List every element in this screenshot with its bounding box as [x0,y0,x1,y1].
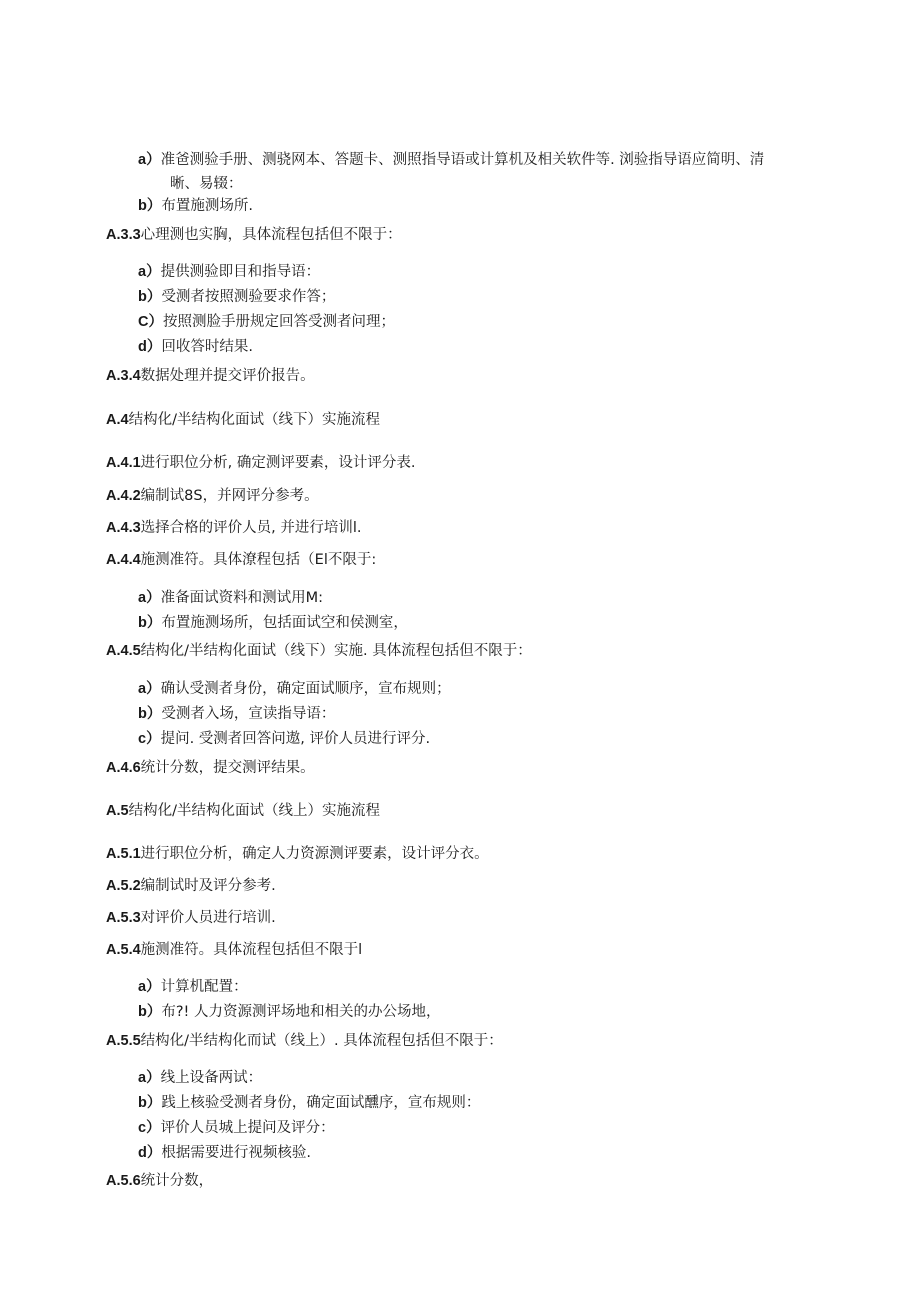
list-text: 回收答时结果. [161,339,253,355]
list-item-continuation [170,174,243,194]
section-title: 结构化/半结构化面试（线上）实施流程 [128,803,380,819]
clause-text: 进行职位分析, 确定测评要素，设计评分表. [140,455,416,471]
clause-text: 编制试8S，并网评分参考。 [140,488,319,504]
list-item [138,588,323,608]
list-item [138,1118,335,1138]
list-text: 布置施测场所，包括面试空和侯测室， [161,615,408,631]
clause-a-4-4 [106,550,376,570]
clause-a-5-5 [106,1031,503,1051]
clause-number: A.4.2 [106,488,141,504]
list-item [138,729,430,749]
list-item [138,150,764,170]
clause-text: 施测准符。具体流程包括但不限于l [140,942,363,958]
clause-a-4-2 [106,486,319,506]
clause-a-5-1 [106,844,489,864]
list-marker: c） [138,1120,161,1136]
list-item [138,1143,311,1163]
clause-number: A.4.3 [106,520,141,536]
list-marker: b） [138,289,162,305]
clause-number: A.5.4 [106,942,141,958]
clause-text: 统计分数，提交测评结果。 [140,760,315,776]
list-marker: a） [138,264,161,280]
clause-text: 编制试时及评分参考. [140,878,276,894]
section-heading-a-4 [106,410,380,430]
list-marker: b） [138,198,162,214]
clause-number: A.3.3 [106,227,141,243]
list-marker: b） [138,1095,162,1111]
list-text: 受测者按照测验要求作答； [161,289,336,305]
list-item [138,1093,480,1113]
section-number: A.4 [106,412,129,428]
clause-number: A.4.6 [106,760,141,776]
list-marker: b） [138,615,162,631]
list-item [138,312,395,332]
list-text: 计算机配置： [160,979,248,995]
clause-text: 统计分数， [140,1173,214,1189]
list-text: 布置施测场所. [161,198,253,214]
list-item [138,1068,262,1088]
list-item [138,262,320,282]
clause-number: A.5.1 [106,846,141,862]
clause-number: A.5.6 [106,1173,141,1189]
list-item [138,337,253,357]
clause-a-5-6 [106,1171,213,1191]
clause-text: 结构化/半结构化而试（线上）. 具体流程包括但不限于： [140,1033,503,1049]
list-marker: a） [138,152,161,168]
clause-text: 进行职位分析，确定人力资源测评要素，设计评分衣。 [140,846,489,862]
clause-number: A.5.2 [106,878,141,894]
clause-a-3-3 [106,225,402,245]
list-marker: b） [138,1004,162,1020]
clause-text: 施测准符。具体潦程包括（El不限于: [140,552,377,568]
list-text: 提问. 受测者回答问遨, 评价人员进行评分. [160,731,431,747]
list-marker: a） [138,979,161,995]
list-marker: d） [138,1145,162,1161]
clause-text: 选择合格的评价人员, 并进行培训l. [140,520,362,536]
list-text: 按照测脸手册规定回答受测者问理； [162,314,395,330]
clause-a-5-2 [106,876,276,896]
list-text: 评价人员城上提问及评分： [160,1120,335,1136]
list-text: 晰、易辍： [170,176,243,192]
list-marker: a） [138,1070,161,1086]
list-text: 受测者入场，宣读指导语： [161,706,336,722]
list-item [138,679,451,699]
list-text: 线上设备两试： [160,1070,263,1086]
list-text: 准备面试资料和测试用M: [160,590,323,606]
clause-a-4-1 [106,453,416,473]
clause-text: 数据处理并提交评价报告。 [140,368,315,384]
list-item [138,704,335,724]
clause-number: A.3.4 [106,368,141,384]
list-item [138,1002,440,1022]
section-heading-a-5 [106,801,380,821]
list-item [138,613,408,633]
list-marker: a） [138,590,161,606]
list-marker: d） [138,339,162,355]
list-text: 确认受测者身份，确定面试顺序，宣布规则； [160,681,451,697]
section-title: 结构化/半结构化面试（线下）实施流程 [128,412,380,428]
list-text: 布?! 人力资源测评场地和相关的办公场地， [161,1004,441,1020]
list-item [138,287,335,307]
clause-a-5-3 [106,908,276,928]
list-item [138,196,253,216]
section-number: A.5 [106,803,129,819]
list-marker: b） [138,706,162,722]
list-marker: c） [138,731,161,747]
clause-a-5-4 [106,940,362,960]
clause-a-4-6 [106,758,315,778]
list-text: 根据需要进行视频核验. [161,1145,311,1161]
list-text: 准爸测验手册、测骁网本、答题卡、测照指导语或计算机及相关软件等. 浏验指导语应简明、清 [160,152,765,168]
clause-text: 心理测也实胸，具体流程包括但不限于： [140,227,402,243]
clause-text: 结构化/半结构化面试（线下）实施. 具体流程包括但不限于： [140,643,532,659]
clause-number: A.4.1 [106,455,141,471]
list-text: 提供测验即目和指导语： [160,264,321,280]
list-text: 践上核验受测者身份，确定面试醺序，宣布规则： [161,1095,481,1111]
clause-number: A.4.5 [106,643,141,659]
clause-text: 对评价人员进行培训. [140,910,276,926]
clause-a-3-4 [106,366,315,386]
clause-a-4-3 [106,518,362,538]
clause-number: A.4.4 [106,552,141,568]
list-item [138,977,248,997]
list-marker: a） [138,681,161,697]
list-marker: C） [138,314,163,330]
clause-number: A.5.5 [106,1033,141,1049]
clause-a-4-5 [106,641,532,661]
clause-number: A.5.3 [106,910,141,926]
